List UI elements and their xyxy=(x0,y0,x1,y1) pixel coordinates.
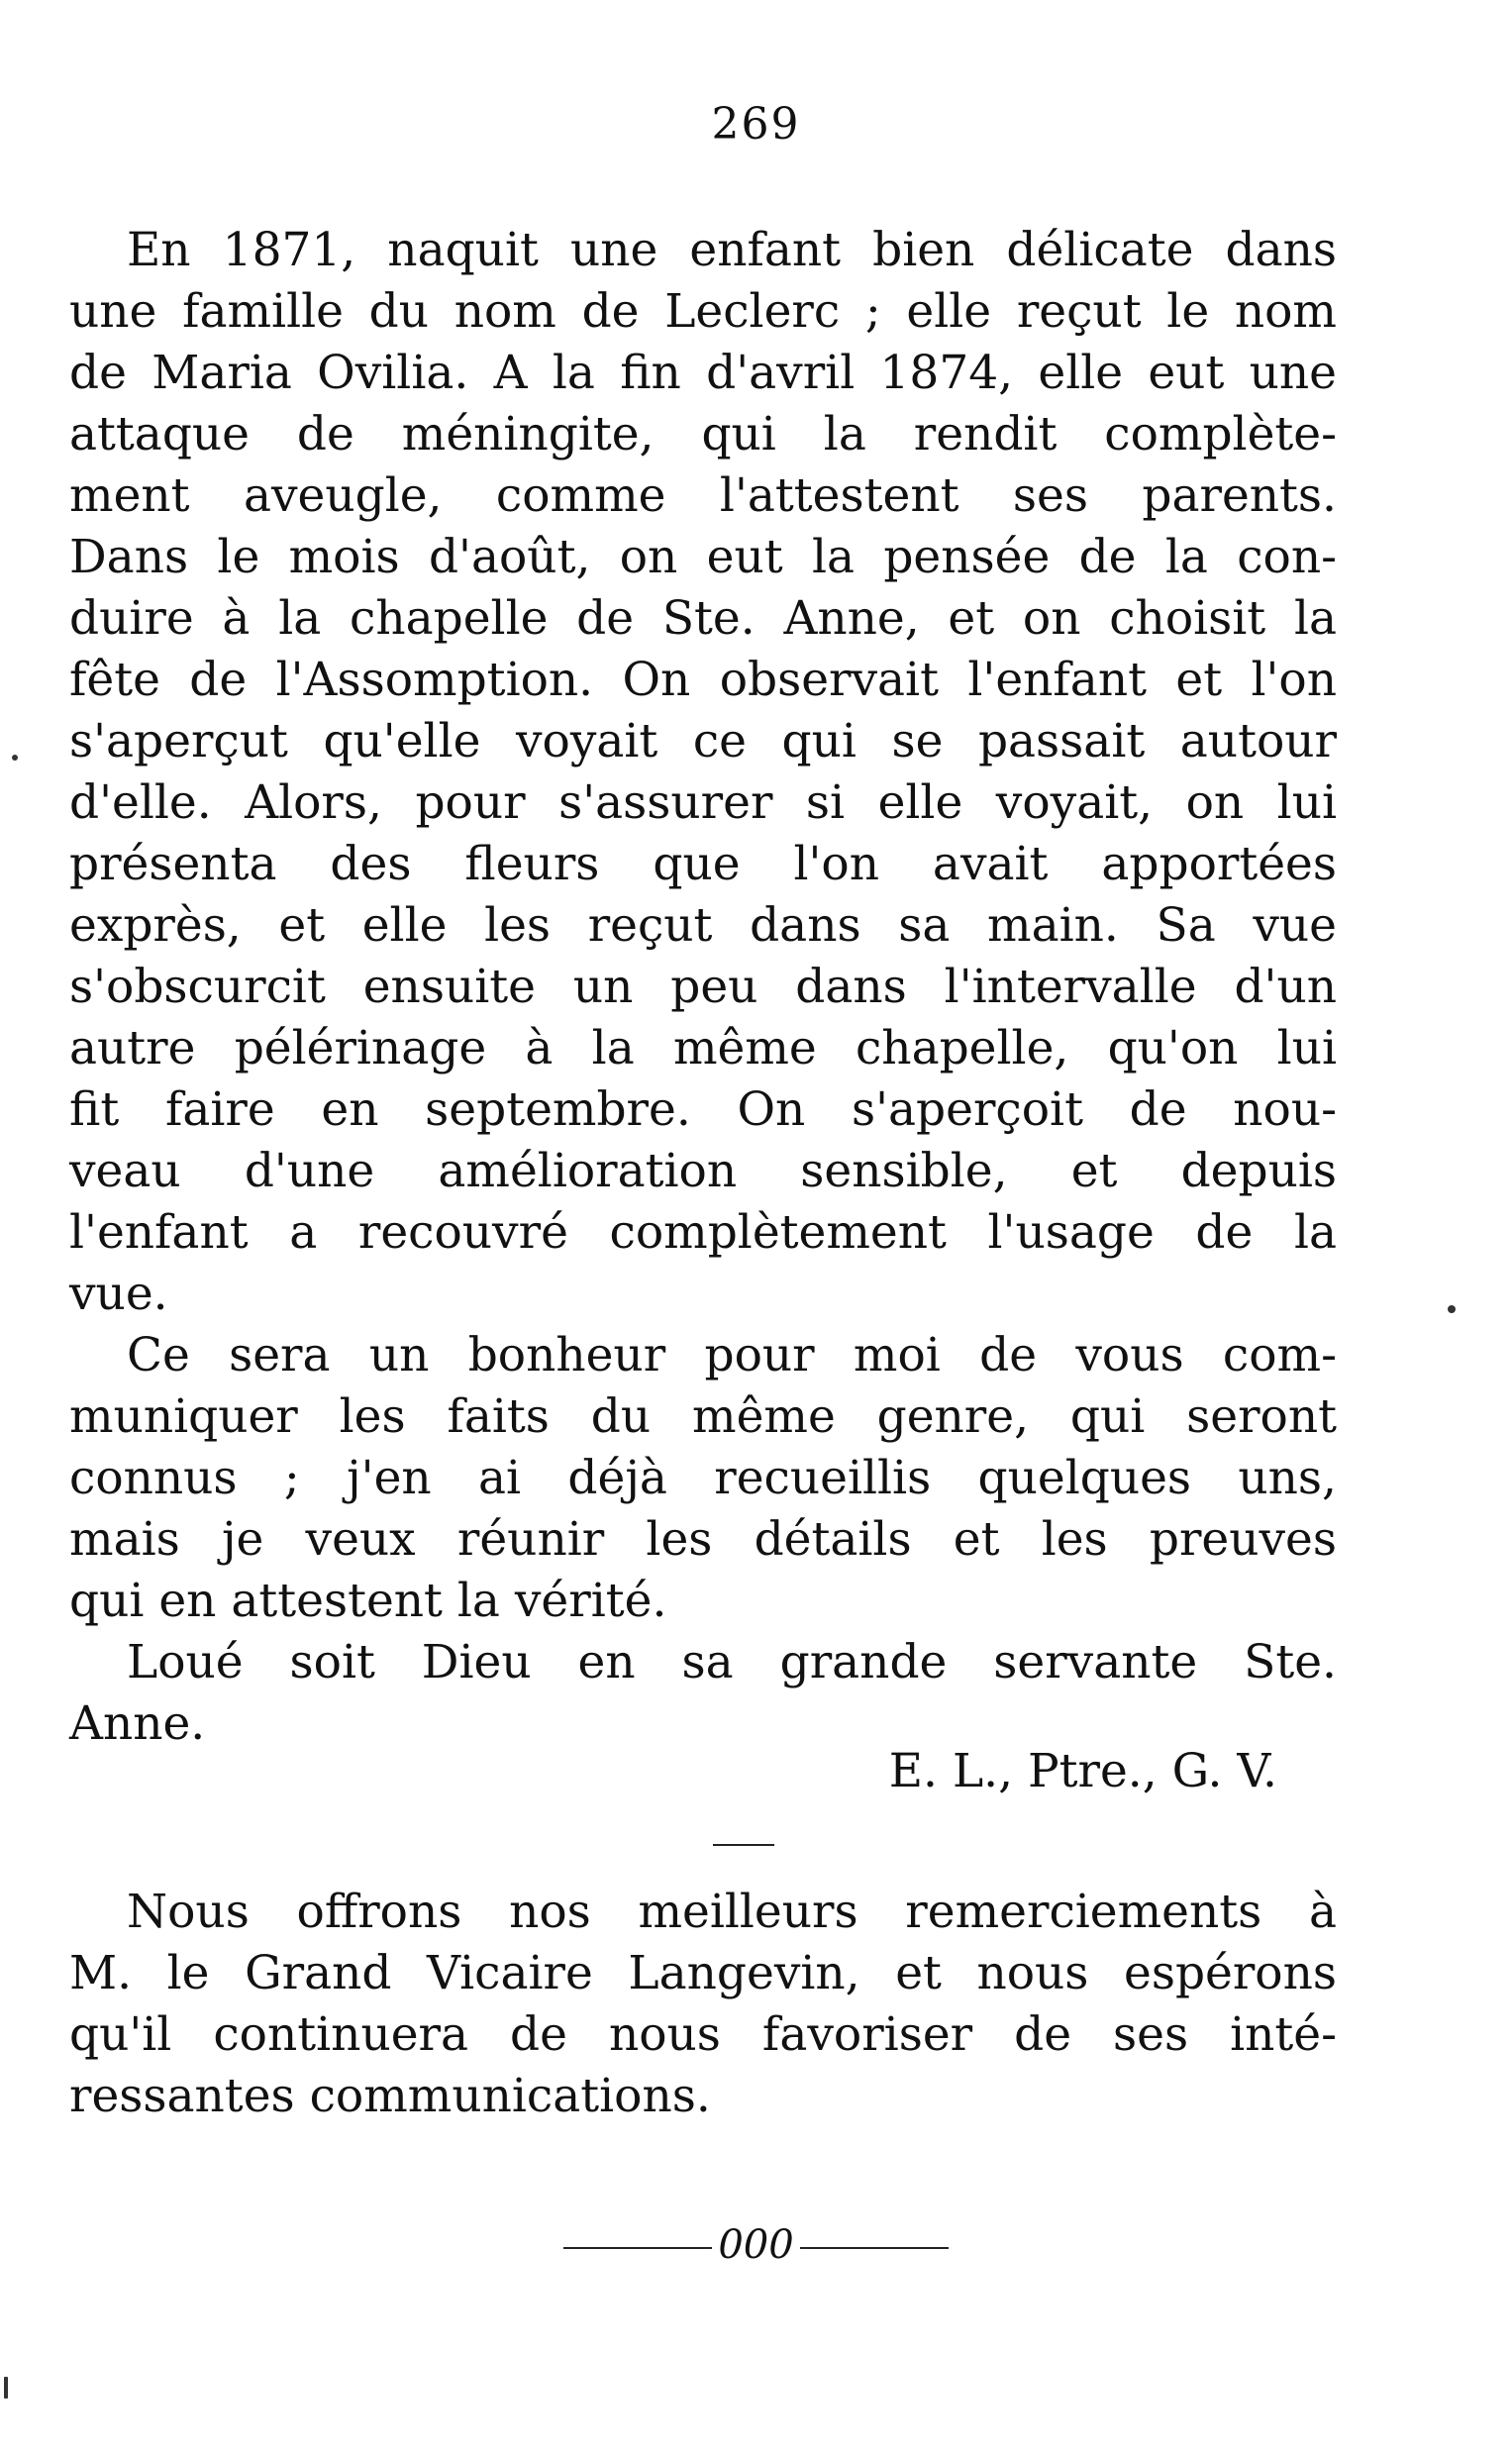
text-line: ment aveugle, comme l'attestent ses parents. xyxy=(69,468,1337,523)
text-line: mais je veux réunir les détails et les preuves xyxy=(69,1512,1337,1567)
paragraph-miracle-account xyxy=(69,220,1337,1325)
text-line: Ce sera un bonheur pour moi de vous com- xyxy=(127,1328,1337,1382)
text-line: qu'il continuera de nous favoriser de ses inté- xyxy=(69,2007,1337,2062)
text-line: duire à la chapelle de Ste. Anne, et on choisit la xyxy=(69,591,1337,646)
text-line: Nous offrons nos meilleurs remerciements à xyxy=(127,1885,1337,1939)
text-line: En 1871, naquit une enfant bien délicate dans xyxy=(127,223,1337,277)
text-line: exprès, et elle les reçut dans sa main. Sa vue xyxy=(69,898,1337,953)
text-line: fête de l'Assomption. On observait l'enfant et l'on xyxy=(69,653,1337,707)
text-line: connus ; j'en ai déjà recueillis quelques uns, xyxy=(69,1451,1337,1505)
paragraph-editor-thanks xyxy=(69,1882,1337,2127)
text-line: veau d'une amélioration sensible, et depuis xyxy=(69,1144,1337,1198)
scan-speck xyxy=(12,755,18,761)
text-line: présenta des fleurs que l'on avait apportées xyxy=(69,837,1337,891)
text-line: ressantes communications. xyxy=(69,2069,711,2123)
text-line: s'aperçut qu'elle voyait ce qui se passait autour xyxy=(69,714,1337,768)
text-line: qui en attestent la vérité. xyxy=(69,1574,667,1628)
text-line: M. le Grand Vicaire Langevin, et nous espérons xyxy=(69,1946,1337,2000)
ornament-dash-left xyxy=(563,2247,712,2249)
text-line: Loué soit Dieu en sa grande servante Ste. xyxy=(127,1635,1337,1689)
signature: E. L., Ptre., G. V. xyxy=(888,1744,1277,1798)
ornament-dash-right xyxy=(800,2247,949,2249)
divider-rule xyxy=(713,1844,774,1846)
text-line: l'enfant a recouvré complètement l'usage de la xyxy=(69,1205,1337,1260)
paragraph-praise xyxy=(69,1632,1337,1755)
ornament-separator xyxy=(0,2222,1512,2268)
text-line: autre pélérinage à la même chapelle, qu'on lui xyxy=(69,1021,1337,1075)
text-line: vue. xyxy=(69,1267,168,1321)
scan-speck xyxy=(1448,1305,1456,1313)
scan-speck xyxy=(4,2377,8,2399)
text-line: fit faire en septembre. On s'aperçoit de nou- xyxy=(69,1082,1337,1137)
text-line: de Maria Ovilia. A la fin d'avril 1874, elle eut une xyxy=(69,346,1337,400)
text-line: Dans le mois d'août, on eut la pensée de la con- xyxy=(69,530,1337,584)
text-line: une famille du nom de Leclerc ; elle reçut le nom xyxy=(69,284,1337,339)
text-line: d'elle. Alors, pour s'assurer si elle voyait, on lui xyxy=(69,775,1337,830)
text-line: Anne. xyxy=(69,1696,206,1751)
page-number: 269 xyxy=(711,99,801,150)
paragraph-communication-promise xyxy=(69,1325,1337,1632)
text-line: attaque de méningite, qui la rendit complète- xyxy=(69,407,1337,461)
ornament-text: 000 xyxy=(718,2222,794,2268)
text-line: s'obscurcit ensuite un peu dans l'intervalle d'un xyxy=(69,960,1337,1014)
text-line: muniquer les faits du même genre, qui seront xyxy=(69,1389,1337,1444)
